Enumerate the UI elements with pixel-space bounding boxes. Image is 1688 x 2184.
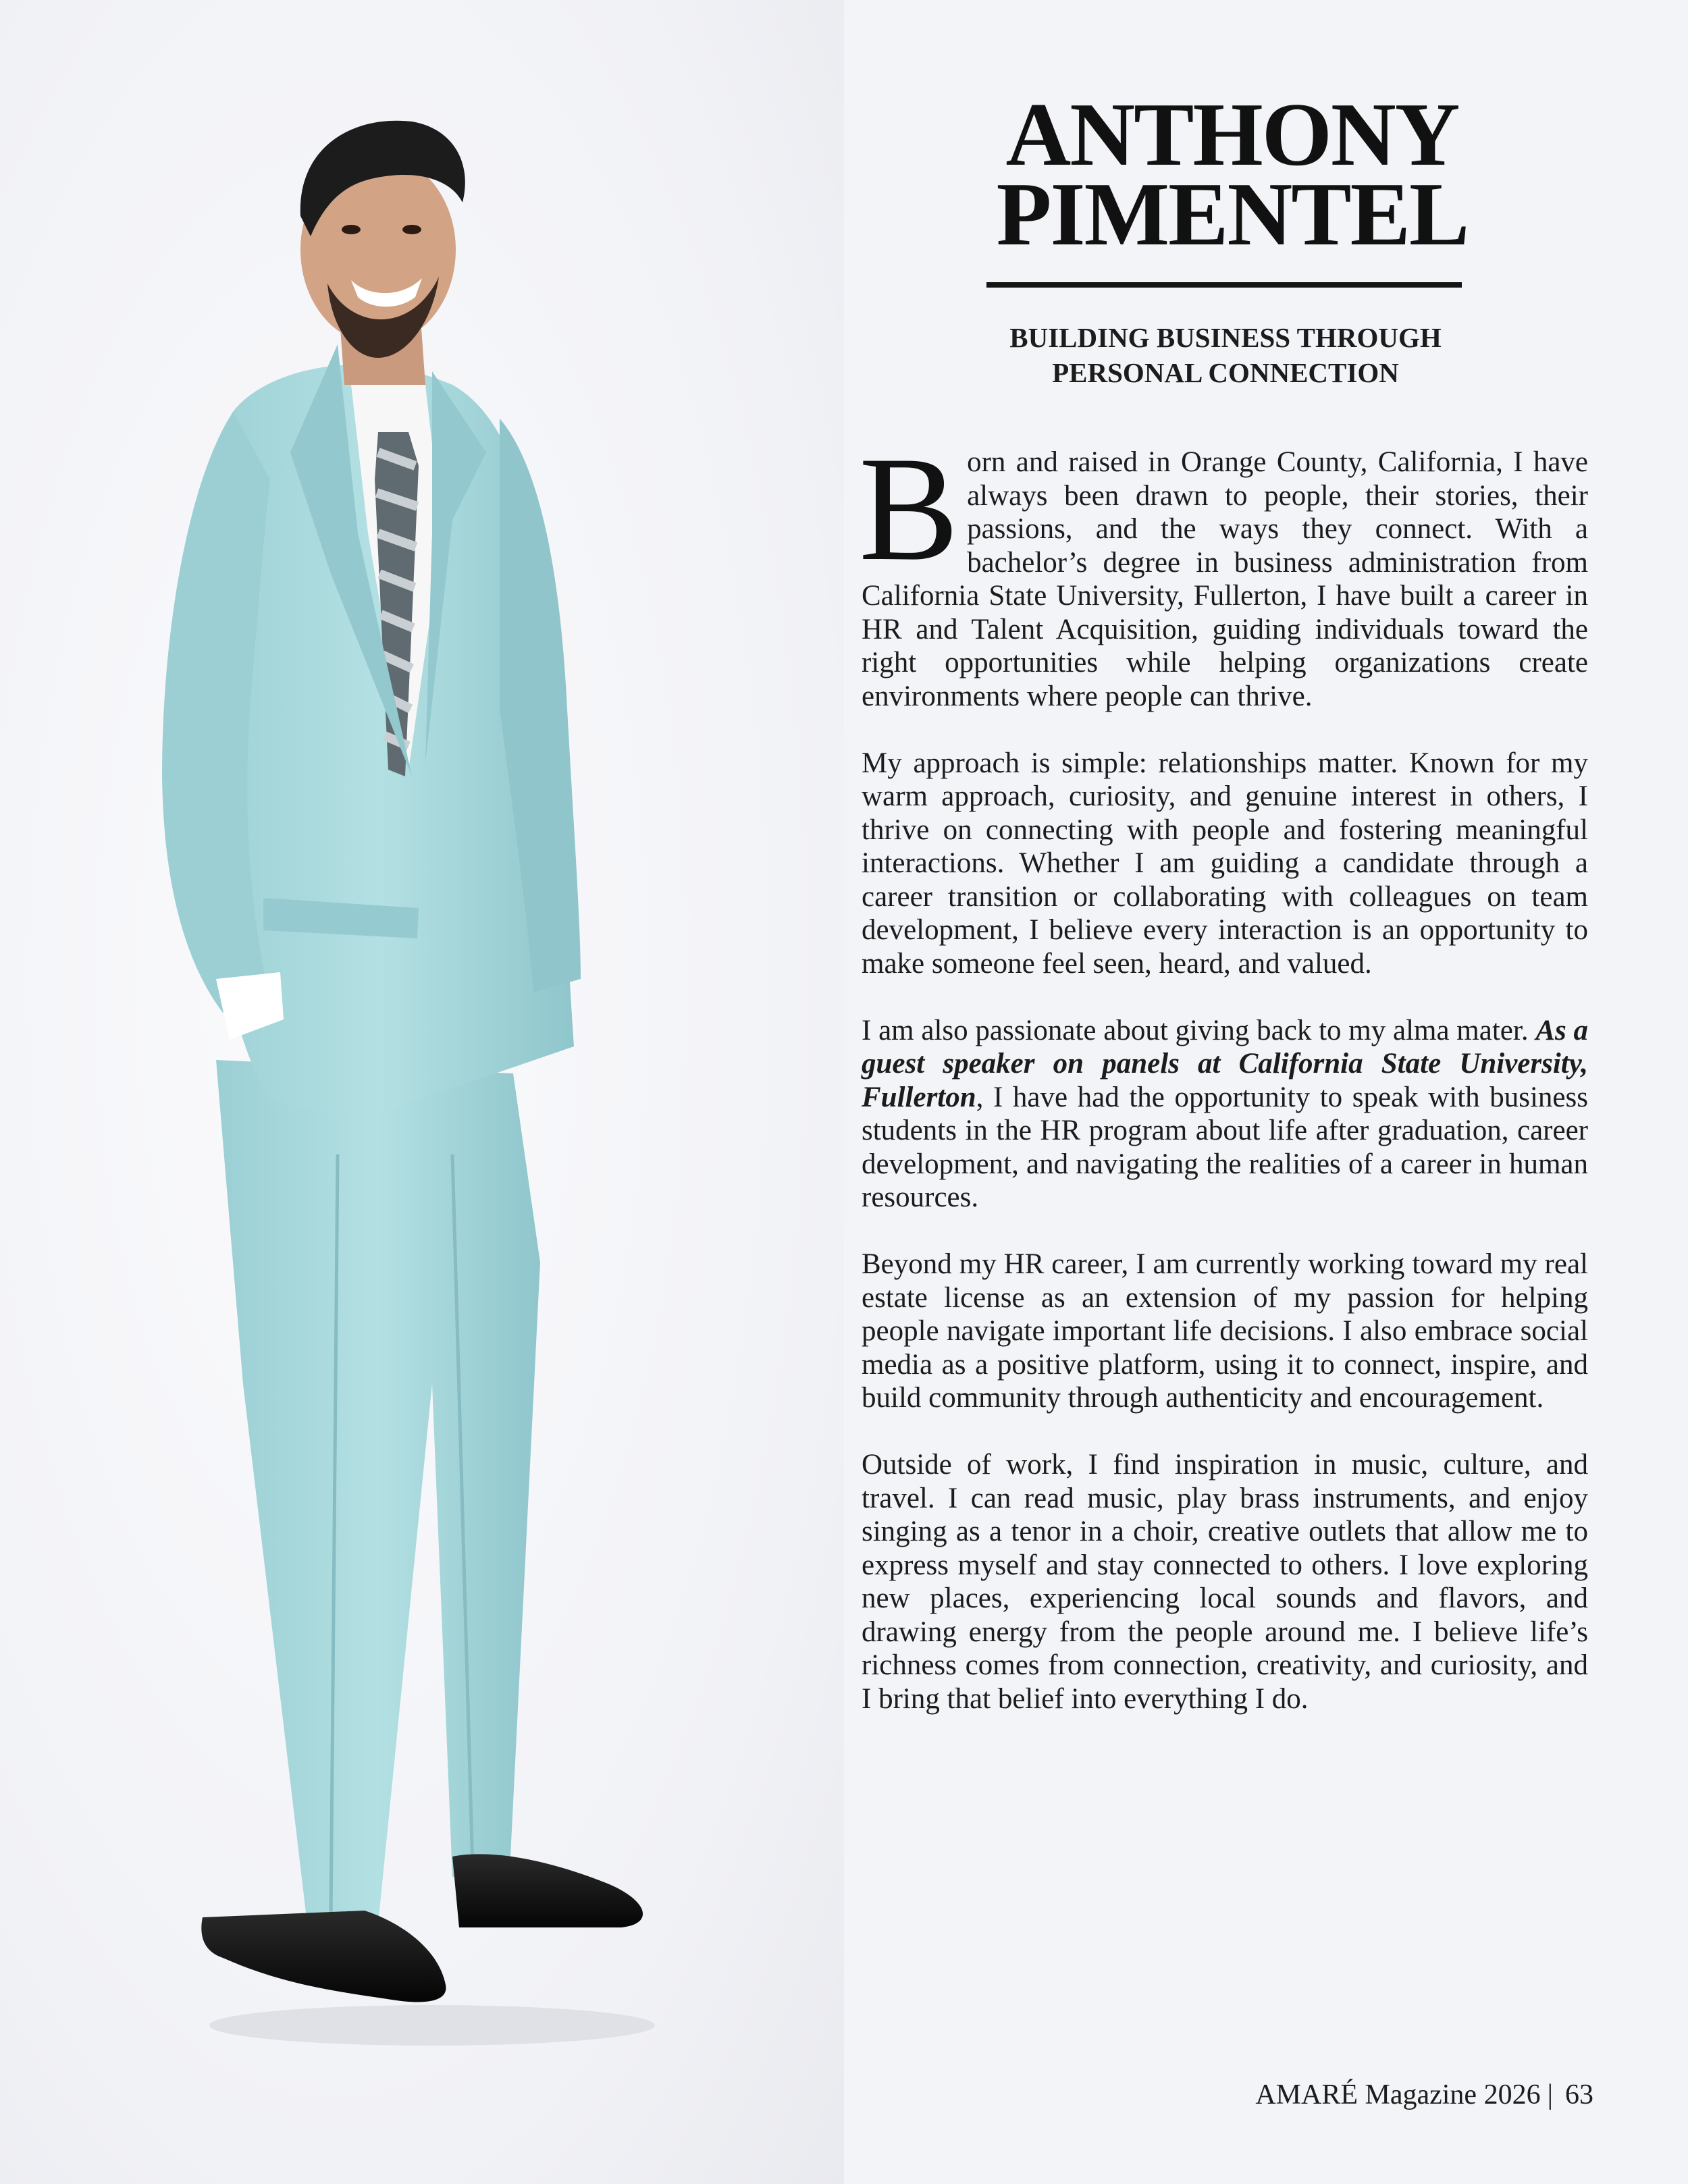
page-number: 63	[1565, 2079, 1593, 2110]
paragraph-1	[859, 426, 1588, 713]
article-subtitle	[945, 320, 1506, 390]
drop-cap: B	[859, 426, 959, 592]
paragraph-1-text: orn and raised in Orange County, California, I have always been drawn to people, their stories, their passions, and the ways they connect. With a bachelor’s degree in business administration from California State University, Fullerton, I have built a career in HR and Talent Acquisition, guiding individuals toward the right opportunities while helping organizations create environments where people can thrive.	[862, 446, 1588, 712]
paragraph-4: Beyond my HR career, I am currently working toward my real estate license as an extension of my passion for helping people navigate important life decisions. I also embrace social media as a positive platform, using it to connect, inspire, and build community through authenticity and encouragement.	[862, 1248, 1588, 1414]
magazine-name: AMARÉ Magazine 2026	[1255, 2079, 1541, 2110]
portrait-photo	[135, 101, 743, 2059]
title-divider	[986, 282, 1462, 288]
footer-separator: |	[1547, 2079, 1553, 2110]
article-title-name	[945, 84, 1519, 264]
paragraph-3-text-c: , I have had the opportunity to speak with business students in the HR program about life after graduation, career development, and navigating the realities of a career in human resources.	[862, 1081, 1588, 1213]
paragraph-3	[862, 1014, 1588, 1215]
paragraph-3-text-a: I am also passionate about giving back to my alma mater.	[862, 1014, 1536, 1046]
paragraph-2: My approach is simple: relationships matter. Known for my warm approach, curiosity, and genuine interest in others, I thrive on connecting with people and fostering meaningful interactions. Whether I am guiding a candidate through a career transition or collaborating with colleagues on team development, I believe every interaction is an opportunity to make someone feel seen, heard, and valued.	[862, 747, 1588, 980]
page-footer	[1255, 2078, 1593, 2112]
name-line-last: PIMENTEL	[996, 164, 1469, 264]
subtitle-line-2: PERSONAL CONNECTION	[1052, 357, 1399, 388]
subtitle-line-1: BUILDING BUSINESS THROUGH	[1009, 322, 1442, 353]
article-body	[859, 426, 1588, 1749]
paragraph-3-emphasis: As a guest speaker on panels at California State University, Fullerton	[862, 1014, 1588, 1113]
name-line-first: ANTHONY	[1005, 84, 1459, 184]
paragraph-5: Outside of work, I find inspiration in music, culture, and travel. I can read music, play brass instruments, and enjoy singing as a tenor in a choir, creative outlets that allow me to express myself and stay connected to others. I love exploring new places, experiencing local sounds and flavors, and drawing energy from the people around me. I believe life’s richness comes from connection, creativity, and curiosity, and I bring that belief into everything I do.	[862, 1449, 1588, 1715]
